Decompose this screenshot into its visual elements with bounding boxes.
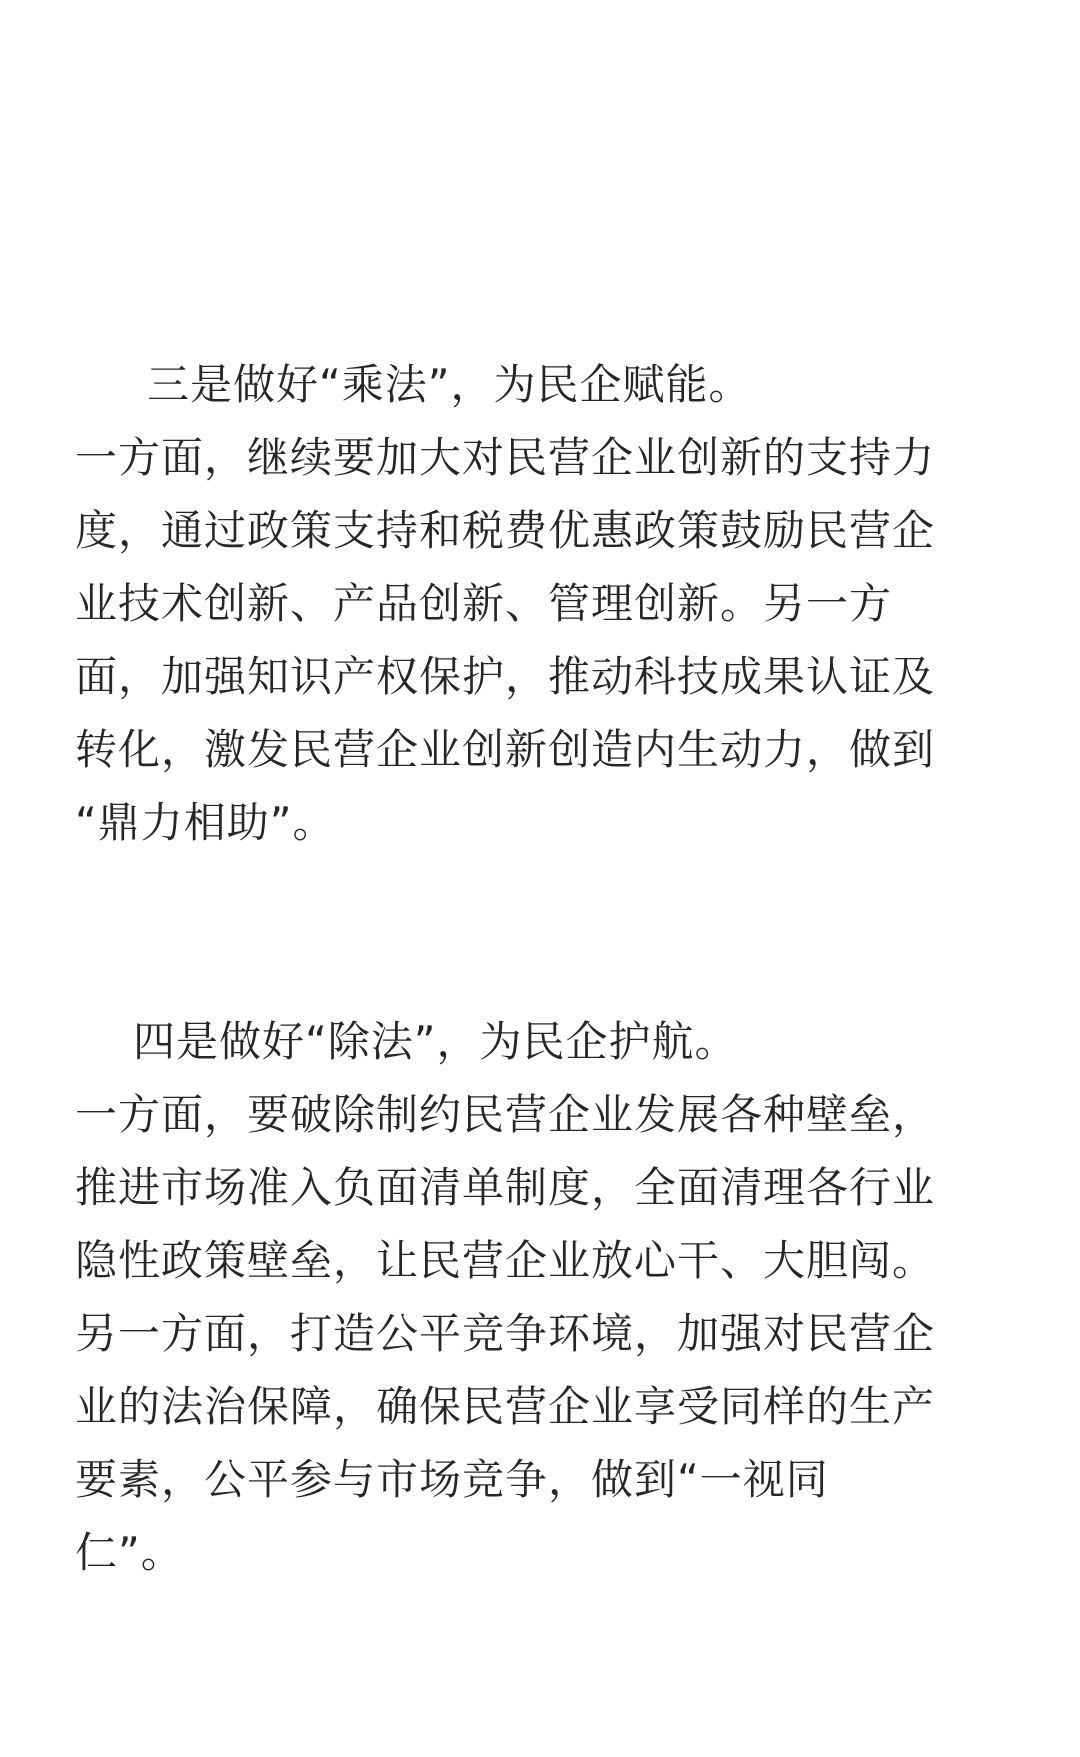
section-heading: 四是做好“除法”，为民企护航。: [133, 1017, 738, 1066]
paragraph-line: 要素，公平参与市场竞争，做到“一视同: [75, 1455, 829, 1504]
paragraph-line: “鼎力相助”。: [75, 798, 336, 847]
paragraph-line: 面，加强知识产权保护，推动科技成果认证及: [75, 652, 936, 701]
paragraph-line: 另一方面，打造公平竞争环境，加强对民营企: [75, 1309, 936, 1358]
paragraph-line: 一方面，要破除制约民营企业发展各种壁垒，: [75, 1090, 936, 1139]
section-heading: 三是做好“乘法”，为民企赋能。: [147, 360, 752, 409]
paragraph-line: 一方面，继续要加大对民营企业创新的支持力: [75, 433, 936, 482]
paragraph-line: 业技术创新、产品创新、管理创新。另一方: [75, 579, 893, 628]
paragraph-line: 推进市场准入负面清单制度，全面清理各行业: [75, 1163, 936, 1212]
paragraph-line: 仁”。: [75, 1528, 184, 1577]
paragraph-line: 度，通过政策支持和税费优惠政策鼓励民营企: [75, 506, 936, 555]
paragraph-line: 转化，激发民营企业创新创造内生动力，做到: [75, 725, 936, 774]
section-multiplication: [75, 348, 1015, 859]
paragraph-line: 隐性政策壁垒，让民营企业放心干、大胆闯。: [75, 1236, 936, 1285]
section-division: [75, 1005, 1015, 1589]
paragraph-line: 业的法治保障，确保民营企业享受同样的生产: [75, 1382, 936, 1431]
